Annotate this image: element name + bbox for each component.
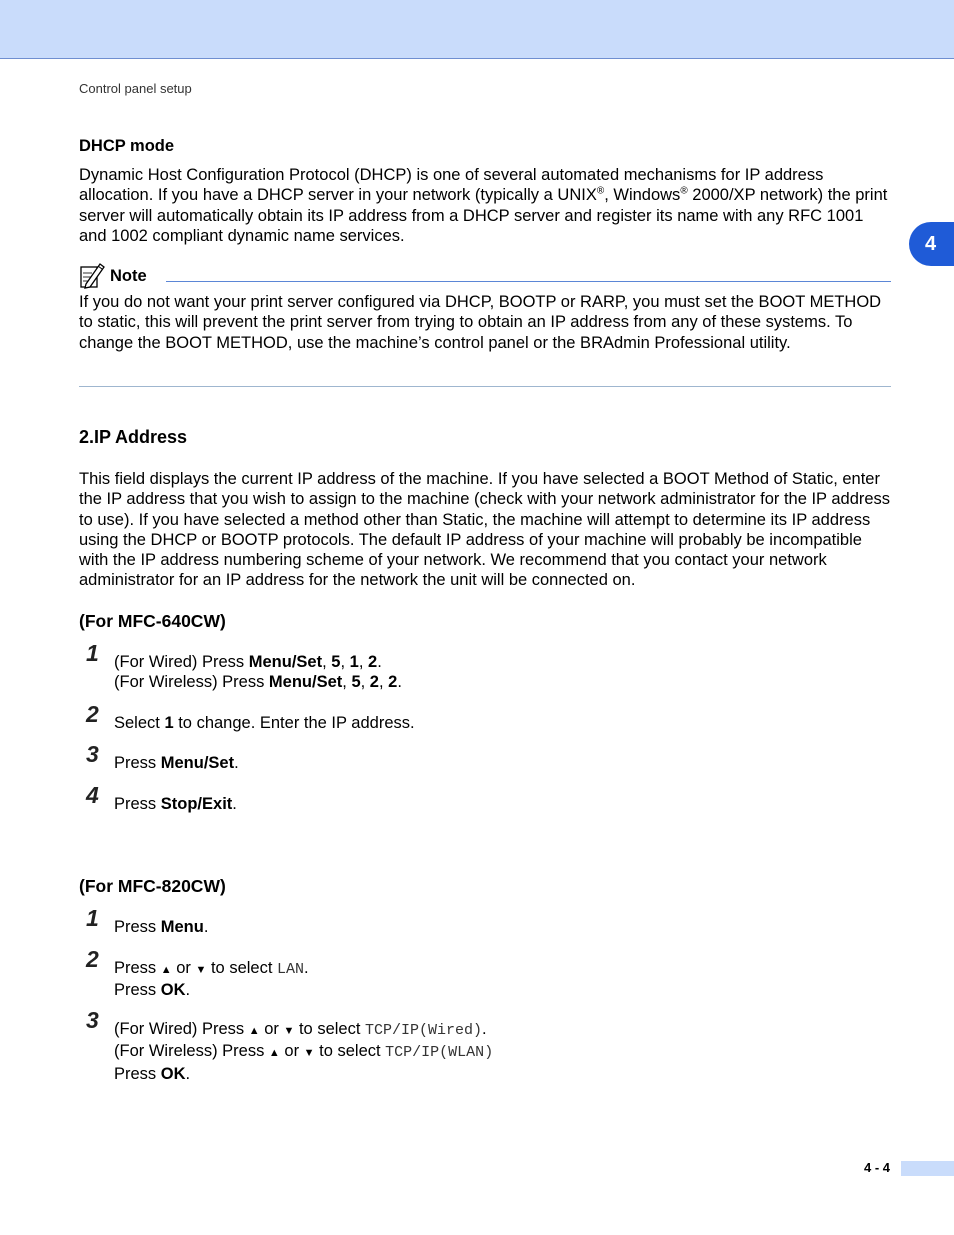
separator: , bbox=[360, 673, 370, 692]
step-text: to select bbox=[294, 1020, 366, 1038]
key-name: 2 bbox=[388, 673, 398, 692]
up-arrow-icon: ▲ bbox=[160, 964, 172, 976]
step-text: or bbox=[279, 1042, 304, 1061]
step-text: (For Wired) Press bbox=[114, 1020, 249, 1038]
step-text: Press bbox=[114, 981, 161, 1000]
separator: , bbox=[340, 653, 350, 671]
mfc640-heading: (For MFC-640CW) bbox=[79, 611, 226, 631]
note-text: If you do not want your print server configured via DHCP, BOOTP or RARP, you must set the BOOT METHOD to static, this will prevent the print server from trying to obtain an IP address from any of these systems. To change the BOOT METHOD, use the machine’s control panel or the BRAdmin Professional utility. bbox=[79, 293, 882, 352]
step-text: Select bbox=[114, 714, 165, 732]
step-number: 3 bbox=[86, 1007, 99, 1033]
up-arrow-icon: ▲ bbox=[268, 1047, 280, 1060]
separator: . bbox=[377, 653, 382, 671]
running-header: Control panel setup bbox=[79, 81, 192, 96]
down-arrow-icon: ▼ bbox=[303, 1047, 315, 1060]
note-pencil-icon bbox=[79, 262, 105, 289]
key-name: OK bbox=[160, 981, 186, 1000]
key-name: 5 bbox=[331, 653, 341, 671]
up-arrow-icon: ▲ bbox=[248, 1025, 260, 1037]
dhcp-heading: DHCP mode bbox=[79, 137, 175, 155]
page-number: 4 - 4 bbox=[864, 1160, 891, 1175]
key-name: Menu bbox=[160, 918, 204, 936]
key-name: 2 bbox=[369, 673, 379, 692]
lcd-option: TCP/IP(WLAN) bbox=[385, 1044, 494, 1062]
step-text: . bbox=[203, 918, 209, 936]
step-number: 1 bbox=[86, 640, 99, 666]
key-name: 2 bbox=[368, 653, 378, 671]
registered-mark: ® bbox=[596, 185, 605, 197]
step-text: . bbox=[234, 754, 239, 772]
key-name: Menu/Set bbox=[248, 653, 323, 671]
step-number: 3 bbox=[86, 741, 99, 767]
separator: . bbox=[304, 959, 309, 977]
separator: . bbox=[482, 1020, 487, 1038]
down-arrow-icon: ▼ bbox=[195, 964, 207, 976]
separator: , bbox=[358, 653, 368, 671]
note-header bbox=[79, 262, 891, 292]
step-text: (For Wired) Press bbox=[114, 653, 249, 671]
dhcp-text-a: Dynamic Host Configuration Protocol (DHCP) is one of several automated mechanisms for IP address allocation. If you have a DHCP server in your network (typically a UNIX bbox=[79, 166, 824, 205]
step-text: to select bbox=[206, 959, 278, 977]
step-text: Press bbox=[114, 959, 161, 977]
step-text: to select bbox=[314, 1042, 386, 1061]
dhcp-text-b: , Windows bbox=[604, 186, 681, 205]
key-name: 1 bbox=[349, 653, 359, 671]
ip-address-heading: 2.IP Address bbox=[79, 427, 188, 447]
separator: , bbox=[322, 653, 332, 671]
step-number: 1 bbox=[86, 905, 99, 931]
step-number: 2 bbox=[86, 701, 99, 727]
key-name: 5 bbox=[351, 673, 361, 692]
key-name: 1 bbox=[164, 714, 174, 732]
chapter-tab: 4 bbox=[909, 222, 954, 266]
dhcp-paragraph bbox=[79, 165, 891, 246]
lcd-option: TCP/IP(Wired) bbox=[365, 1022, 483, 1039]
note-divider bbox=[166, 281, 891, 282]
down-arrow-icon: ▼ bbox=[283, 1025, 295, 1037]
key-name: Menu/Set bbox=[268, 673, 343, 692]
registered-mark: ® bbox=[680, 185, 688, 197]
step-text: to change. Enter the IP address. bbox=[173, 714, 415, 732]
footer-band bbox=[901, 1161, 954, 1176]
note-bottom-divider bbox=[79, 386, 891, 387]
step-text: or bbox=[171, 959, 196, 977]
key-name: Stop/Exit bbox=[160, 795, 233, 813]
header-band bbox=[0, 0, 954, 59]
ip-address-paragraph: This field displays the current IP address of the machine. If you have selected a BOOT Method of Static, enter the IP address that you wish to assign to the machine (check with your network administrator for the IP address to use). If you have selected a method other than Static, the machine will attempt to determine its IP address using the DHCP or BOOTP protocols. The default IP address of your machine will probably be incompatible with the IP address numbering scheme of your network. We recommend that you contact your network administrator for an IP address for the network the unit will be connected on. bbox=[79, 470, 891, 590]
separator: . bbox=[185, 1064, 191, 1083]
separator: , bbox=[378, 673, 389, 692]
step-text: Press bbox=[114, 795, 161, 813]
separator: , bbox=[342, 673, 352, 692]
separator: . bbox=[185, 981, 191, 1000]
key-name: Menu/Set bbox=[160, 754, 235, 772]
step-number: 2 bbox=[86, 946, 99, 972]
step-text: Press bbox=[114, 918, 161, 936]
lcd-option: LAN bbox=[277, 961, 305, 978]
step-text: (For Wireless) Press bbox=[114, 673, 269, 692]
note-label: Note bbox=[110, 267, 147, 285]
step-text: Press bbox=[114, 1064, 161, 1083]
step-number: 4 bbox=[86, 782, 99, 808]
step-text: (For Wireless) Press bbox=[114, 1042, 269, 1061]
key-name: OK bbox=[160, 1064, 186, 1083]
mfc820-heading: (For MFC-820CW) bbox=[79, 876, 226, 896]
step-text: or bbox=[259, 1020, 284, 1038]
separator: . bbox=[397, 673, 402, 692]
dhcp-text-c: 2000/XP network) the print server will automatically obtain its IP address from a DHCP server and register its name with any RFC 1001 and 1002 compliant dynamic name services. bbox=[79, 186, 888, 245]
step-text: Press bbox=[114, 754, 161, 772]
step-text: . bbox=[232, 795, 237, 813]
